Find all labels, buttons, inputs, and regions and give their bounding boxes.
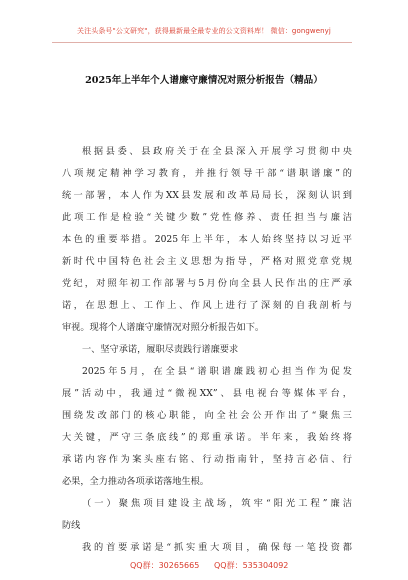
paragraph-line: 诺，在思想上、工作上、作风上进行了深刻的自我剖析与: [62, 300, 352, 311]
paragraph-line: 新时代中国特色社会主义思想为指导，严格对照党章党规: [62, 256, 352, 267]
paragraph-line: 围绕发改部门的核心职能，向全社会公开作出了“聚焦三: [62, 410, 352, 421]
paragraph-line: 我的首要承诺是“抓实重大项目，确保每一笔投资都: [82, 542, 352, 553]
paragraph-line: 党纪，对照年初工作部署与5月份向全县人民作出的庄严承: [62, 278, 352, 289]
subsection-heading-cont: 防线: [62, 520, 81, 531]
document-title: 2025年上半年个人谱廉守廉情况对照分析报告（精品）: [85, 75, 323, 86]
paragraph-line: 必果，全力推动各项承诺落地生根。: [62, 476, 209, 487]
paragraph-line: 展”活动中，我通过“微视XX”、县电视台等媒体平台，: [62, 388, 352, 399]
top-banner: 关注头条号"公文研究"，获得最新最全最专业的公文资料库！ 微信：gongwenyj: [77, 27, 331, 35]
banner-divider: [52, 42, 352, 43]
paragraph-line: 八项规定精神学习教育，并推行领导干部“谱职谱廉”的: [62, 168, 352, 179]
paragraph-line: 审视。现将个人谱廉守廉情况对照分析报告如下。: [62, 322, 265, 333]
paragraph-line: 2025年5月，在全县“谱职谱廉践初心担当作为促发: [82, 366, 352, 377]
qq-group-left: QQ群：30265665: [130, 561, 200, 570]
paragraph-line: 统一部署，本人作为XX县发展和改革局局长，深刻认识到: [62, 190, 352, 201]
paragraph-line: 承诺内容作为案头座右铭、行动指南针，坚持言必信、行: [62, 454, 352, 465]
paragraph-line: 此项工作是检验“关键少数”党性修养、责任担当与廉洁: [62, 212, 352, 223]
section-heading: 一、坚守承诺，履职尽责践行谱廉要求: [82, 344, 239, 355]
paragraph-line: 大关键，严守三条底线”的郑重承诺。半年来，我始终将: [62, 432, 352, 443]
subsection-heading: （一）聚焦项目建设主战场，筑牢“阳光工程”廉洁: [82, 498, 352, 509]
paragraph-line: 本色的重要举措。2025年上半年，本人始终坚持以习近平: [62, 234, 352, 245]
qq-group-right: QQ群：535304092: [214, 561, 289, 570]
paragraph-line: 根据县委、县政府关于在全县深入开展学习贯彻中央: [82, 146, 352, 157]
